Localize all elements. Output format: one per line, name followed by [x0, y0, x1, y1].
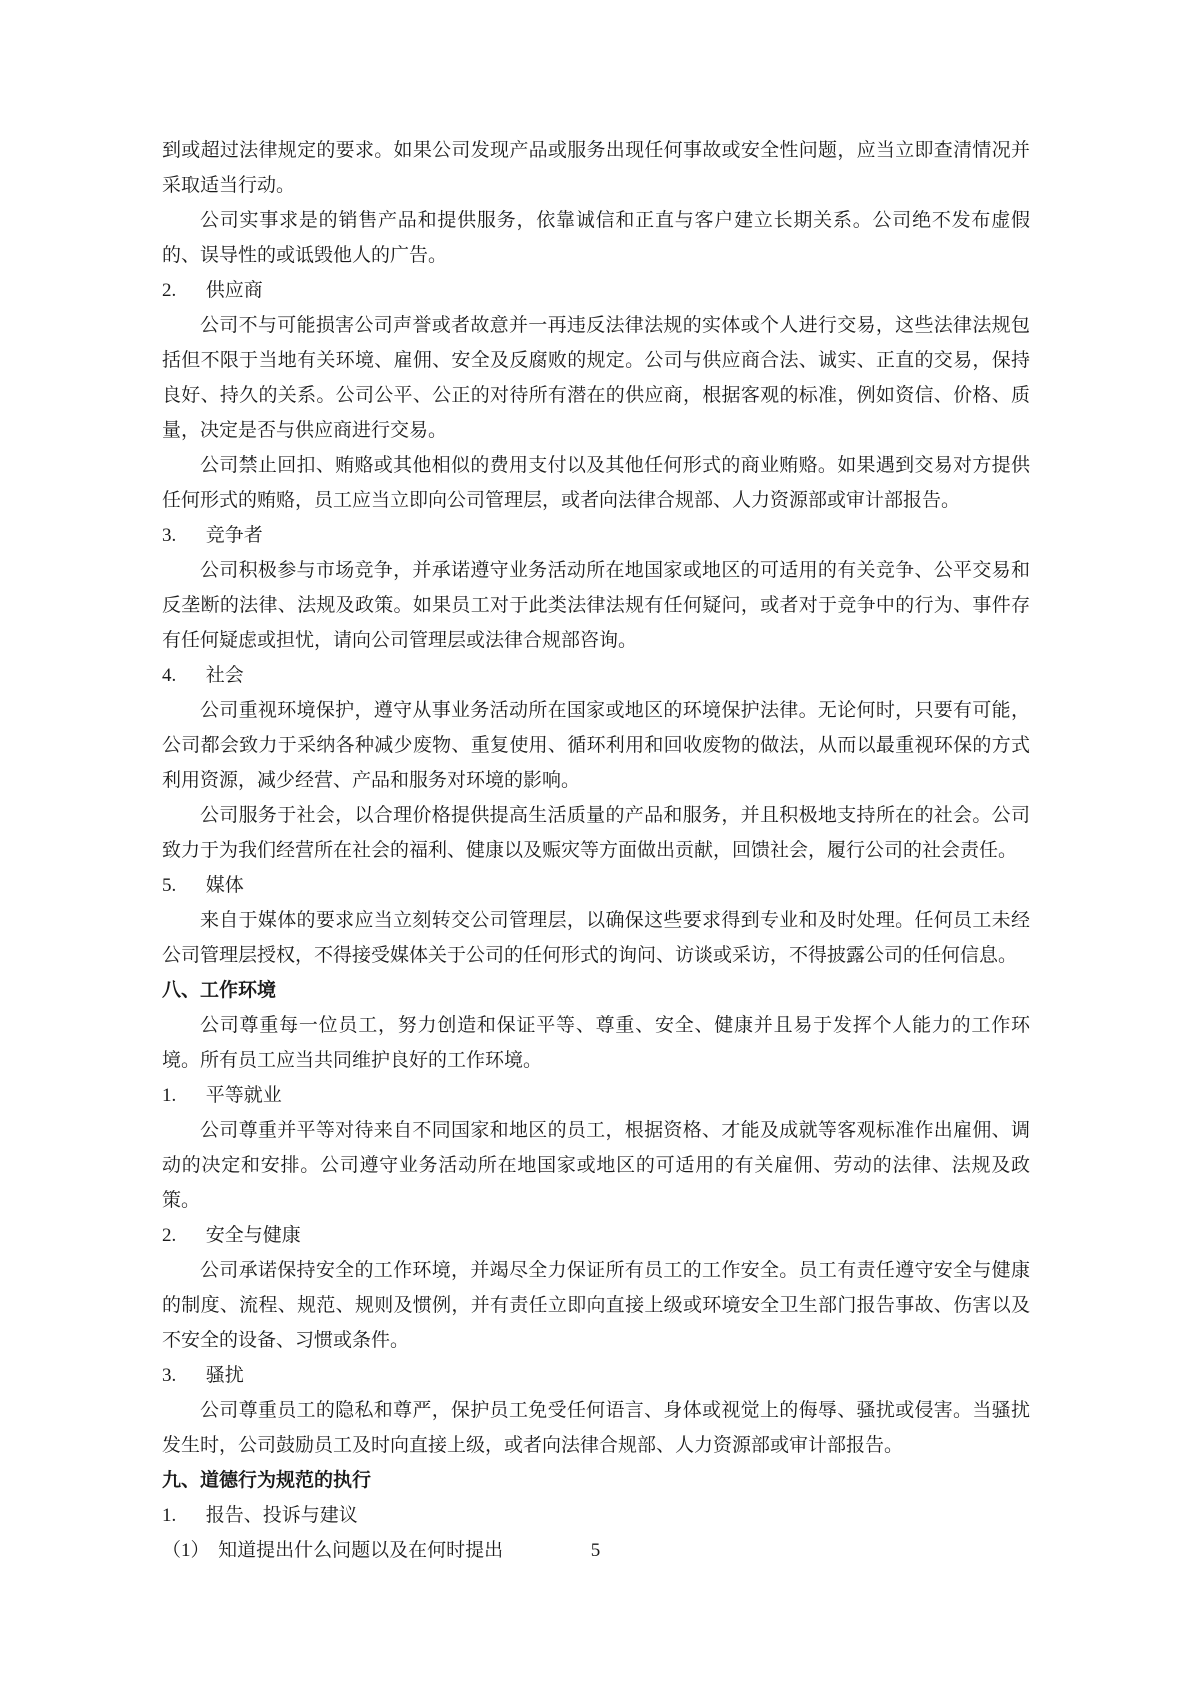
- paragraph: 公司实事求是的销售产品和提供服务，依靠诚信和正直与客户建立长期关系。公司绝不发布虚假的、误导性的或诋毁他人的广告。: [162, 210, 1030, 266]
- numbered-item: [162, 868, 1030, 903]
- item-title: 竞争者: [205, 525, 263, 546]
- item-number: 4.: [162, 665, 177, 686]
- paragraph: 公司服务于社会，以合理价格提供提高生活质量的产品和服务，并且积极地支持所在的社会。公司致力于为我们经营所在社会的福利、健康以及赈灾等方面做出贡献，回馈社会，履行公司的社会责任。: [162, 805, 1030, 861]
- item-number: 1.: [162, 1505, 177, 1526]
- paragraph: 公司重视环境保护，遵守从事业务活动所在国家或地区的环境保护法律。无论何时，只要有可能，公司都会致力于采纳各种减少废物、重复使用、循环利用和回收废物的做法，从而以最重视环保的方式利用资源，减少经营、产品和服务对环境的影响。: [162, 700, 1030, 791]
- document-body: [162, 133, 1030, 1568]
- item-title: 平等就业: [205, 1085, 282, 1106]
- paragraph: 公司积极参与市场竞争，并承诺遵守业务活动所在地国家或地区的可适用的有关竞争、公平交易和反垄断的法律、法规及政策。如果员工对于此类法律法规有任何疑问，或者对于竞争中的行为、事件存有任何疑虑或担忧，请向公司管理层或法律合规部咨询。: [162, 560, 1030, 651]
- item-title: 供应商: [205, 280, 263, 301]
- paragraph: 公司尊重并平等对待来自不同国家和地区的员工，根据资格、才能及成就等客观标准作出雇佣、调动的决定和安排。公司遵守业务活动所在地国家或地区的可适用的有关雇佣、劳动的法律、法规及政策。: [162, 1120, 1030, 1211]
- numbered-item: [162, 1358, 1030, 1393]
- item-title: 知道提出什么问题以及在何时提出: [218, 1540, 504, 1561]
- paragraph: 公司禁止回扣、贿赂或其他相似的费用支付以及其他任何形式的商业贿赂。如果遇到交易对方提供任何形式的贿赂，员工应当立即向公司管理层，或者向法律合规部、人力资源部或审计部报告。: [162, 455, 1030, 511]
- item-number: （1）: [162, 1540, 210, 1561]
- item-title: 报告、投诉与建议: [205, 1505, 358, 1526]
- paragraph: 到或超过法律规定的要求。如果公司发现产品或服务出现任何事故或安全性问题，应当立即查清情况并采取适当行动。: [162, 140, 1030, 196]
- item-number: 3.: [162, 1365, 177, 1386]
- item-number: 2.: [162, 280, 177, 301]
- section-heading: 八、工作环境: [162, 980, 277, 1001]
- item-number: 2.: [162, 1225, 177, 1246]
- section-heading: 九、道德行为规范的执行: [162, 1470, 372, 1491]
- item-number: 3.: [162, 525, 177, 546]
- numbered-item: [162, 658, 1030, 693]
- numbered-item: [162, 273, 1030, 308]
- item-title: 骚扰: [205, 1365, 244, 1386]
- numbered-item: [162, 1498, 1030, 1533]
- item-title: 媒体: [205, 875, 244, 896]
- numbered-item: [162, 518, 1030, 553]
- item-number: 5.: [162, 875, 177, 896]
- item-title: 社会: [205, 665, 244, 686]
- numbered-item: [162, 1078, 1030, 1113]
- paragraph: 公司不与可能损害公司声誉或者故意并一再违反法律法规的实体或个人进行交易，这些法律法规包括但不限于当地有关环境、雇佣、安全及反腐败的规定。公司与供应商合法、诚实、正直的交易，保持良好、持久的关系。公司公平、公正的对待所有潜在的供应商，根据客观的标准，例如资信、价格、质量，决定是否与供应商进行交易。: [162, 315, 1030, 441]
- paragraph: 公司尊重员工的隐私和尊严，保护员工免受任何语言、身体或视觉上的侮辱、骚扰或侵害。当骚扰发生时，公司鼓励员工及时向直接上级，或者向法律合规部、人力资源部或审计部报告。: [162, 1400, 1030, 1456]
- paragraph: 公司尊重每一位员工，努力创造和保证平等、尊重、安全、健康并且易于发挥个人能力的工作环境。所有员工应当共同维护良好的工作环境。: [162, 1015, 1030, 1071]
- page-number: 5: [590, 1540, 601, 1561]
- item-title: 安全与健康: [205, 1225, 301, 1246]
- numbered-item: [162, 1218, 1030, 1253]
- paragraph: 公司承诺保持安全的工作环境，并竭尽全力保证所有员工的工作安全。员工有责任遵守安全与健康的制度、流程、规范、规则及惯例，并有责任立即向直接上级或环境安全卫生部门报告事故、伤害以及不安全的设备、习惯或条件。: [162, 1260, 1030, 1351]
- paragraph: 来自于媒体的要求应当立刻转交公司管理层，以确保这些要求得到专业和及时处理。任何员工未经公司管理层授权，不得接受媒体关于公司的任何形式的询问、访谈或采访，不得披露公司的任何信息。: [162, 910, 1030, 966]
- item-number: 1.: [162, 1085, 177, 1106]
